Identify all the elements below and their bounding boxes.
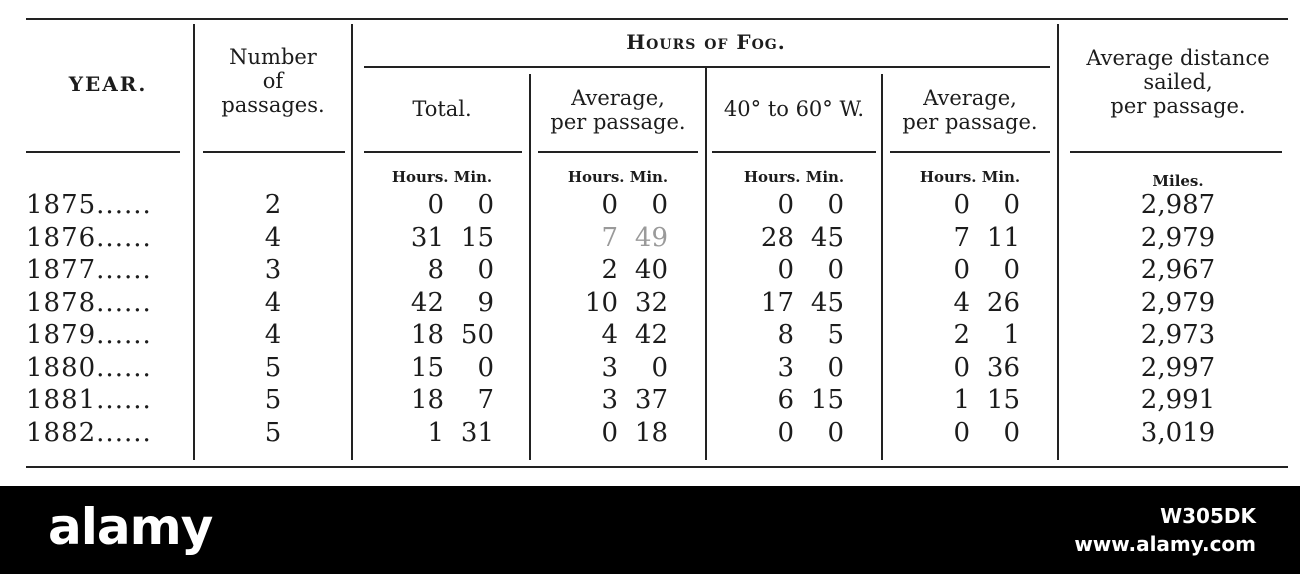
cell-avg2-m: 0 <box>1003 190 1020 220</box>
cell-avg2-h: 0 <box>953 417 970 448</box>
cell-lon-m: 45 <box>810 287 844 318</box>
fog-group-rule <box>364 66 1050 68</box>
cell-avg1-h: 4 <box>601 320 618 350</box>
longitude-header-rule <box>712 151 876 153</box>
distance-header-rule <box>1070 151 1282 153</box>
cell-avg1-h: 0 <box>601 190 618 220</box>
cell-lon-h: 17 <box>760 287 794 318</box>
year-header: YEAR. <box>68 72 148 96</box>
avg1-header <box>532 86 704 134</box>
avg2-unit-label: Hours. Min. <box>919 168 1021 186</box>
cell-lon-m: 0 <box>827 417 844 448</box>
cell-miles: 2,987 <box>1140 190 1216 220</box>
col-divider-2 <box>351 24 353 460</box>
avg2-header-line2: per passage. <box>902 110 1038 134</box>
total-unit-label: Hours. Min. <box>391 168 493 186</box>
distance-header-line1: Average distance <box>1086 46 1270 70</box>
passages-header-line2: of <box>262 69 284 93</box>
cell-avg2-h: 7 <box>953 222 970 253</box>
cell-avg1-h: 10 <box>584 287 618 318</box>
cell-lon-m: 0 <box>827 190 844 220</box>
cell-miles: 2,991 <box>1140 385 1216 415</box>
cell-avg1-m: 0 <box>651 190 668 220</box>
cell-avg2-m: 0 <box>1003 417 1020 448</box>
cell-lon-h: 6 <box>777 385 794 415</box>
cell-total-m: 15 <box>460 222 494 253</box>
cell-avg1-m: 32 <box>634 287 668 318</box>
cell-lon-h: 28 <box>760 222 794 253</box>
bottom-rule <box>26 466 1288 468</box>
cell-year: 1880...... <box>26 352 152 383</box>
cell-total-m: 0 <box>477 255 494 285</box>
alamy-logo: alamy <box>48 498 213 556</box>
cell-miles: 3,019 <box>1140 417 1216 448</box>
cell-avg2-h: 4 <box>953 287 970 318</box>
cell-year: 1876...... <box>26 222 152 253</box>
avg1-header-line1: Average, <box>571 86 665 110</box>
avg1-header-rule <box>538 151 698 153</box>
cell-year: 1878...... <box>26 287 152 318</box>
cell-avg2-h: 2 <box>953 320 970 350</box>
avg2-header-line1: Average, <box>923 86 1017 110</box>
cell-avg1-m: 42 <box>634 320 668 350</box>
cell-total-h: 0 <box>427 190 444 220</box>
cell-year: 1879...... <box>26 320 152 350</box>
cell-total-h: 1 <box>427 417 444 448</box>
cell-total-h: 31 <box>410 222 444 253</box>
distance-header-line3: per passage. <box>1110 94 1246 118</box>
cell-avg1-m: 40 <box>634 255 668 285</box>
cell-total-m: 0 <box>477 190 494 220</box>
cell-total-h: 18 <box>410 385 444 415</box>
cell-avg2-h: 1 <box>953 385 970 415</box>
cell-miles: 2,979 <box>1140 287 1216 318</box>
avg1-header-line2: per passage. <box>550 110 686 134</box>
cell-avg2-m: 15 <box>986 385 1020 415</box>
passages-header <box>198 45 348 117</box>
cell-year: 1877...... <box>26 255 152 285</box>
cell-avg2-m: 36 <box>986 352 1020 383</box>
passages-header-line3: passages. <box>221 93 325 117</box>
cell-miles: 2,979 <box>1140 222 1216 253</box>
cell-total-h: 15 <box>410 352 444 383</box>
longitude-header: 40° to 60° W. <box>723 97 865 121</box>
cell-total-m: 9 <box>477 287 494 318</box>
distance-unit-label: Miles. <box>1152 172 1204 190</box>
cell-lon-m: 0 <box>827 352 844 383</box>
year-header-rule <box>26 151 180 153</box>
longitude-unit-label: Hours. Min. <box>743 168 845 186</box>
cell-total-m: 0 <box>477 352 494 383</box>
distance-header <box>1060 46 1296 118</box>
cell-passages: 5 <box>264 417 282 448</box>
cell-passages: 3 <box>264 255 282 285</box>
cell-passages: 5 <box>264 385 282 415</box>
cell-avg1-m: 0 <box>651 352 668 383</box>
cell-miles: 2,973 <box>1140 320 1216 350</box>
cell-avg1-h: 3 <box>601 385 618 415</box>
cell-lon-h: 0 <box>777 255 794 285</box>
cell-avg1-h: 7 <box>601 222 618 253</box>
cell-passages: 4 <box>264 320 282 350</box>
cell-avg2-m: 11 <box>986 222 1020 253</box>
cell-total-h: 42 <box>410 287 444 318</box>
avg2-header <box>884 86 1056 134</box>
cell-lon-h: 3 <box>777 352 794 383</box>
cell-avg1-h: 2 <box>601 255 618 285</box>
col-divider-3 <box>529 74 531 460</box>
passages-header-line1: Number <box>229 45 317 69</box>
cell-passages: 5 <box>264 352 282 383</box>
cell-avg1-m: 49 <box>634 222 668 253</box>
cell-year: 1882...... <box>26 417 152 448</box>
col-divider-5 <box>881 74 883 460</box>
cell-avg2-h: 0 <box>953 190 970 220</box>
passages-header-rule <box>203 151 345 153</box>
avg1-unit-label: Hours. Min. <box>567 168 669 186</box>
cell-avg1-m: 18 <box>634 417 668 448</box>
cell-passages: 4 <box>264 222 282 253</box>
cell-lon-h: 8 <box>777 320 794 350</box>
cell-year: 1881...... <box>26 385 152 415</box>
cell-lon-m: 15 <box>810 385 844 415</box>
cell-avg1-m: 37 <box>634 385 668 415</box>
cell-miles: 2,967 <box>1140 255 1216 285</box>
cell-total-h: 8 <box>427 255 444 285</box>
cell-lon-h: 0 <box>777 417 794 448</box>
cell-passages: 4 <box>264 287 282 318</box>
cell-total-m: 50 <box>460 320 494 350</box>
cell-year: 1875...... <box>26 190 152 220</box>
cell-avg1-h: 0 <box>601 417 618 448</box>
cell-lon-m: 0 <box>827 255 844 285</box>
col-divider-4 <box>705 68 707 460</box>
cell-miles: 2,997 <box>1140 352 1216 383</box>
cell-avg2-m: 1 <box>1003 320 1020 350</box>
total-header-rule <box>364 151 522 153</box>
cell-avg2-h: 0 <box>953 352 970 383</box>
cell-lon-m: 5 <box>827 320 844 350</box>
hours-of-fog-header: Hours of Fog. <box>626 30 786 54</box>
cell-lon-h: 0 <box>777 190 794 220</box>
cell-avg2-m: 26 <box>986 287 1020 318</box>
cell-passages: 2 <box>264 190 282 220</box>
distance-header-line2: sailed, <box>1143 70 1213 94</box>
image-id: W305DK <box>1160 504 1256 528</box>
top-rule <box>26 18 1288 20</box>
total-header: Total. <box>412 97 472 121</box>
cell-total-m: 7 <box>477 385 494 415</box>
site-url: www.alamy.com <box>1074 532 1256 556</box>
cell-avg1-h: 3 <box>601 352 618 383</box>
cell-lon-m: 45 <box>810 222 844 253</box>
cell-total-h: 18 <box>410 320 444 350</box>
cell-avg2-m: 0 <box>1003 255 1020 285</box>
avg2-header-rule <box>890 151 1050 153</box>
cell-total-m: 31 <box>460 417 494 448</box>
cell-avg2-h: 0 <box>953 255 970 285</box>
col-divider-6 <box>1057 24 1059 460</box>
